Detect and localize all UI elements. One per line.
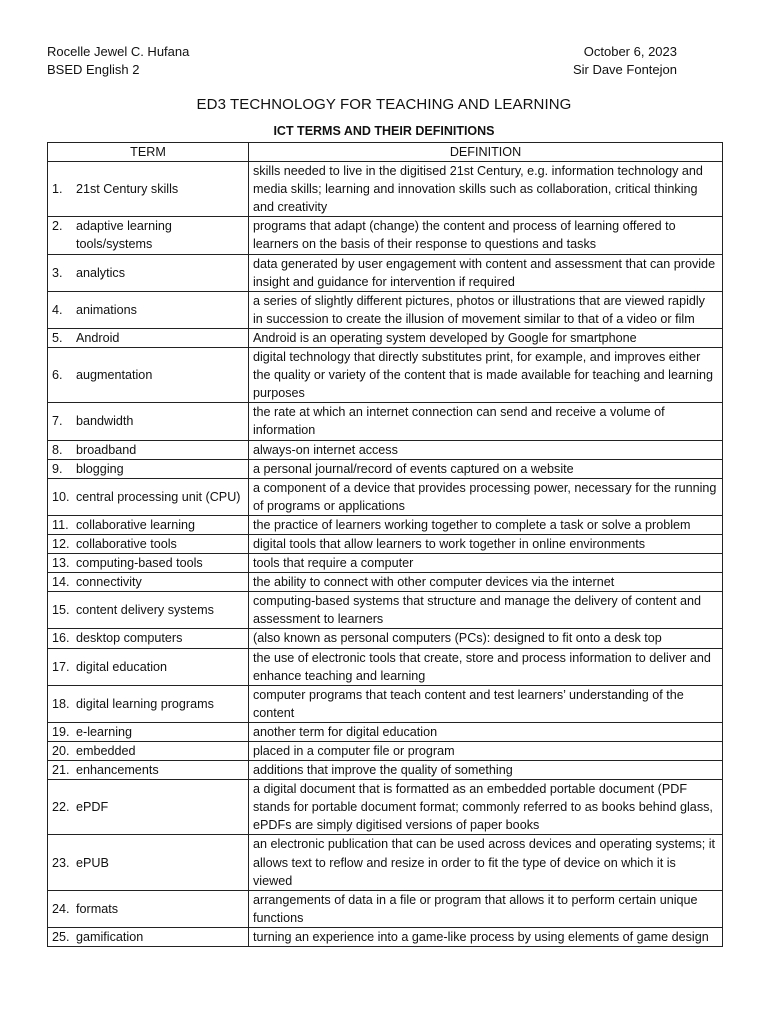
terms-table bbox=[47, 142, 723, 947]
term-entry bbox=[52, 516, 244, 534]
table-row bbox=[48, 515, 723, 534]
definition-cell: Android is an operating system developed by Google for smartphone bbox=[249, 328, 723, 347]
definition-column-header: DEFINITION bbox=[249, 143, 723, 162]
term-number: 18. bbox=[52, 696, 70, 711]
term-number: 4. bbox=[52, 302, 63, 317]
term-cell bbox=[48, 478, 249, 515]
term-cell bbox=[48, 835, 249, 890]
definition-cell: arrangements of data in a file or program that allows it to perform certain unique functions bbox=[249, 890, 723, 927]
instructor-name: Sir Dave Fontejon bbox=[572, 62, 677, 77]
term-number: 3. bbox=[52, 265, 63, 280]
definition-cell: the practice of learners working together to complete a task or solve a problem bbox=[249, 515, 723, 534]
term-number: 1. bbox=[52, 182, 63, 197]
table-header-row bbox=[48, 143, 723, 162]
term-cell bbox=[48, 761, 249, 780]
term-number: 12. bbox=[52, 536, 70, 551]
term-entry bbox=[52, 441, 244, 459]
term-text: broadband bbox=[76, 442, 137, 457]
term-cell bbox=[48, 459, 249, 478]
term-cell bbox=[48, 162, 249, 217]
term-entry bbox=[52, 900, 244, 918]
definition-cell: computing-based systems that structure and manage the delivery of content and assessment to learners bbox=[249, 592, 723, 629]
term-entry bbox=[52, 301, 244, 319]
term-text: digital education bbox=[76, 659, 168, 674]
term-cell bbox=[48, 554, 249, 573]
term-entry bbox=[52, 761, 244, 779]
term-number: 8. bbox=[52, 442, 63, 457]
document-subtitle: ICT TERMS AND THEIR DEFINITIONS bbox=[273, 124, 495, 138]
table-row bbox=[48, 459, 723, 478]
definition-cell: data generated by user engagement with content and assessment that can provide insight and guidance for intervention if required bbox=[249, 254, 723, 291]
term-number: 5. bbox=[52, 330, 63, 345]
term-text: collaborative tools bbox=[76, 536, 177, 551]
term-text: blogging bbox=[76, 461, 124, 476]
student-course: BSED English 2 bbox=[47, 62, 140, 77]
term-cell bbox=[48, 722, 249, 741]
term-text: gamification bbox=[76, 929, 144, 944]
table-row bbox=[48, 554, 723, 573]
term-column-header: TERM bbox=[48, 143, 249, 162]
term-cell bbox=[48, 592, 249, 629]
term-cell bbox=[48, 780, 249, 835]
term-text: bandwidth bbox=[76, 414, 134, 429]
term-number: 13. bbox=[52, 556, 70, 571]
table-row bbox=[48, 254, 723, 291]
term-text: animations bbox=[76, 302, 137, 317]
term-text: central processing unit (CPU) bbox=[76, 489, 241, 504]
table-row bbox=[48, 291, 723, 328]
term-text: analytics bbox=[76, 265, 125, 280]
term-number: 7. bbox=[52, 414, 63, 429]
definition-cell: an electronic publication that can be used across devices and operating systems; it allows text to reflow and resize in order to fit the type of device on which it is viewed bbox=[249, 835, 723, 890]
term-entry bbox=[52, 217, 244, 253]
term-cell bbox=[48, 742, 249, 761]
term-number: 6. bbox=[52, 368, 63, 383]
table-row bbox=[48, 440, 723, 459]
term-number: 11. bbox=[52, 517, 69, 532]
term-entry bbox=[52, 180, 244, 198]
term-text: collaborative learning bbox=[76, 517, 196, 532]
term-entry bbox=[52, 488, 244, 506]
term-text: adaptive learning tools/systems bbox=[76, 219, 172, 252]
term-entry bbox=[52, 412, 244, 430]
term-number: 10. bbox=[52, 489, 70, 504]
table-row bbox=[48, 648, 723, 685]
definition-cell: digital technology that directly substitutes print, for example, and improves either the quality or variety of the content that is made available for teaching and learning purposes bbox=[249, 348, 723, 403]
definition-cell: placed in a computer file or program bbox=[249, 742, 723, 761]
term-number: 22. bbox=[52, 800, 70, 815]
term-text: ePUB bbox=[76, 855, 109, 870]
table-row bbox=[48, 629, 723, 648]
term-number: 9. bbox=[52, 461, 63, 476]
term-number: 17. bbox=[52, 659, 70, 674]
table-row bbox=[48, 403, 723, 440]
definition-cell: a component of a device that provides processing power, necessary for the running of programs or applications bbox=[249, 478, 723, 515]
term-number: 15. bbox=[52, 603, 70, 618]
table-row bbox=[48, 478, 723, 515]
term-entry bbox=[52, 601, 244, 619]
term-text: augmentation bbox=[76, 368, 153, 383]
submission-date: October 6, 2023 bbox=[583, 44, 677, 59]
term-entry bbox=[52, 854, 244, 872]
term-entry bbox=[52, 535, 244, 553]
definition-cell: the rate at which an internet connection can send and receive a volume of information bbox=[249, 403, 723, 440]
table-row bbox=[48, 722, 723, 741]
definition-cell: programs that adapt (change) the content and process of learning offered to learners on the basis of their response to questions and tasks bbox=[249, 217, 723, 254]
table-row bbox=[48, 761, 723, 780]
term-number: 2. bbox=[52, 219, 63, 234]
definition-cell: skills needed to live in the digitised 21st Century, e.g. information technology and media skills; learning and innovation skills such as collaboration, critical thinking and creativity bbox=[249, 162, 723, 217]
table-row bbox=[48, 835, 723, 890]
term-number: 24. bbox=[52, 901, 70, 916]
definition-cell: computer programs that teach content and test learners’ understanding of the content bbox=[249, 685, 723, 722]
document-title: ED3 TECHNOLOGY FOR TEACHING AND LEARNING bbox=[196, 96, 572, 113]
term-cell bbox=[48, 348, 249, 403]
term-entry bbox=[52, 329, 244, 347]
table-row bbox=[48, 348, 723, 403]
table-row bbox=[48, 162, 723, 217]
definition-cell: the ability to connect with other computer devices via the internet bbox=[249, 573, 723, 592]
terms-table-body bbox=[48, 162, 723, 947]
term-entry bbox=[52, 573, 244, 591]
term-text: desktop computers bbox=[76, 631, 183, 646]
term-number: 23. bbox=[52, 855, 70, 870]
term-cell bbox=[48, 890, 249, 927]
definition-cell: digital tools that allow learners to work together in online environments bbox=[249, 534, 723, 553]
definition-cell: a series of slightly different pictures, photos or illustrations that are viewed rapidly in succession to create the illusion of movement similar to that of a video or film bbox=[249, 291, 723, 328]
term-cell bbox=[48, 515, 249, 534]
table-row bbox=[48, 780, 723, 835]
definition-cell: a digital document that is formatted as an embedded portable document (PDF stands for portable document format; commonly referred to as books behind glass, ePDFs are simply digitised versions of paper books bbox=[249, 780, 723, 835]
term-number: 19. bbox=[52, 724, 70, 739]
term-number: 25. bbox=[52, 929, 70, 944]
term-cell bbox=[48, 291, 249, 328]
term-number: 21. bbox=[52, 763, 70, 778]
table-row bbox=[48, 742, 723, 761]
table-row bbox=[48, 328, 723, 347]
definition-cell: another term for digital education bbox=[249, 722, 723, 741]
term-cell bbox=[48, 629, 249, 648]
term-text: ePDF bbox=[76, 800, 109, 815]
definition-cell: (also known as personal computers (PCs): designed to fit onto a desk top bbox=[249, 629, 723, 648]
table-row bbox=[48, 685, 723, 722]
term-cell bbox=[48, 648, 249, 685]
definition-cell: additions that improve the quality of something bbox=[249, 761, 723, 780]
term-entry bbox=[52, 742, 244, 760]
table-row bbox=[48, 534, 723, 553]
definition-cell: always-on internet access bbox=[249, 440, 723, 459]
definition-cell: turning an experience into a game-like process by using elements of game design bbox=[249, 927, 723, 946]
term-entry bbox=[52, 366, 244, 384]
term-entry bbox=[52, 629, 244, 647]
term-entry bbox=[52, 554, 244, 572]
term-number: 14. bbox=[52, 575, 70, 590]
term-text: embedded bbox=[76, 744, 136, 758]
term-cell bbox=[48, 573, 249, 592]
term-text: formats bbox=[76, 901, 118, 916]
term-cell bbox=[48, 685, 249, 722]
term-entry bbox=[52, 695, 244, 713]
table-row bbox=[48, 592, 723, 629]
term-entry bbox=[52, 928, 244, 946]
submission-info bbox=[573, 43, 677, 79]
definition-cell: tools that require a computer bbox=[249, 554, 723, 573]
term-text: Android bbox=[76, 330, 120, 345]
definition-cell: the use of electronic tools that create, store and process information to deliver and enhance teaching and learning bbox=[249, 648, 723, 685]
student-info bbox=[47, 43, 189, 79]
term-text: digital learning programs bbox=[76, 696, 214, 711]
student-name: Rocelle Jewel C. Hufana bbox=[47, 44, 190, 59]
table-row bbox=[48, 890, 723, 927]
term-number: 16. bbox=[52, 631, 70, 646]
term-text: 21st Century skills bbox=[76, 182, 179, 197]
term-cell bbox=[48, 927, 249, 946]
term-cell bbox=[48, 534, 249, 553]
term-cell bbox=[48, 328, 249, 347]
term-cell bbox=[48, 403, 249, 440]
term-cell bbox=[48, 217, 249, 254]
term-entry bbox=[52, 723, 244, 741]
term-entry bbox=[52, 264, 244, 282]
term-cell bbox=[48, 440, 249, 459]
term-text: content delivery systems bbox=[76, 603, 214, 618]
term-entry bbox=[52, 658, 244, 676]
term-entry bbox=[52, 798, 244, 816]
table-row bbox=[48, 573, 723, 592]
term-text: e-learning bbox=[76, 724, 133, 739]
definition-cell: a personal journal/record of events captured on a website bbox=[249, 459, 723, 478]
table-row bbox=[48, 927, 723, 946]
term-text: enhancements bbox=[76, 763, 159, 778]
term-number: 20. bbox=[52, 744, 70, 758]
term-cell bbox=[48, 254, 249, 291]
term-entry bbox=[52, 460, 244, 478]
term-text: connectivity bbox=[76, 575, 142, 590]
table-row bbox=[48, 217, 723, 254]
term-text: computing-based tools bbox=[76, 556, 203, 571]
